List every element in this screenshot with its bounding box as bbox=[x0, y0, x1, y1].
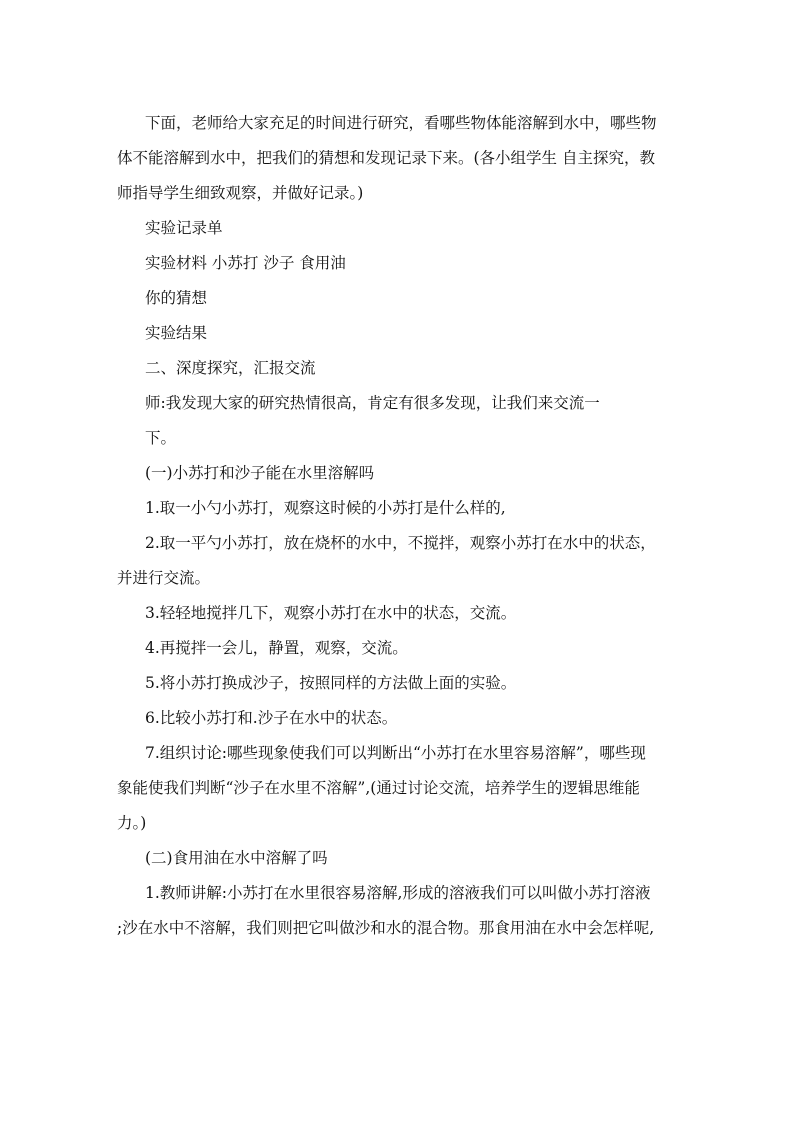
list-item-7: 7.组织讨论:哪些现象使我们可以判断出“小苏打在水里容易溶解”，哪些现 bbox=[145, 744, 646, 762]
paragraph-line: 下。 bbox=[145, 429, 177, 447]
document-body bbox=[117, 106, 677, 946]
heading-experiment-record: 实验记录单 bbox=[145, 219, 223, 237]
list-item-1: 1.取一小勺小苏打，观察这时候的小苏打是什么样的, bbox=[145, 499, 506, 517]
paragraph-line: 体不能溶解到水中，把我们的猜想和发现记录下来。(各小组学生 自主探究，教 bbox=[117, 149, 655, 167]
subsection-heading-1: (一)小苏打和沙子能在水里溶解吗 bbox=[145, 464, 375, 482]
section-heading-2: 二、深度探究，汇报交流 bbox=[145, 359, 316, 377]
list-item-7-cont: 象能使我们判断“沙子在水里不溶解”,(通过讨论交流，培养学生的逻辑思维能 bbox=[117, 779, 640, 797]
paragraph-line: 下面，老师给大家充足的时间进行研究，看哪些物体能溶解到水中，哪些物 bbox=[145, 114, 657, 132]
list-item-4: 4.再搅拌一会儿，静置，观察，交流。 bbox=[145, 639, 408, 657]
list-item-2: 2.取一平勺小苏打，放在烧杯的水中，不搅拌，观察小苏打在水中的状态， bbox=[145, 534, 656, 552]
list-item-1-b-cont: ;沙在水中不溶解，我们则把它叫做沙和水的混合物。那食用油在水中会怎样呢, bbox=[117, 919, 655, 937]
list-item-5: 5.将小苏打换成沙子，按照同样的方法做上面的实验。 bbox=[145, 674, 517, 692]
list-item-7-cont: 力。) bbox=[117, 814, 147, 832]
list-item-1-b: 1.教师讲解:小苏打在水里很容易溶解,形成的溶液我们可以叫做小苏打溶液 bbox=[145, 884, 651, 902]
list-item-2-cont: 并进行交流。 bbox=[117, 569, 211, 587]
your-guess-label: 你的猜想 bbox=[145, 289, 208, 307]
paragraph-line: 师指导学生细致观察，并做好记录。) bbox=[117, 184, 364, 202]
list-item-3: 3.轻轻地搅拌几下，观察小苏打在水中的状态，交流。 bbox=[145, 604, 517, 622]
experiment-result-label: 实验结果 bbox=[145, 324, 208, 342]
subsection-heading-2: (二)食用油在水中溶解了吗 bbox=[145, 849, 328, 867]
paragraph-line: 师:我发现大家的研究热情很高，肯定有很多发现，让我们来交流一 bbox=[145, 394, 600, 412]
list-item-6: 6.比较小苏打和.沙子在水中的状态。 bbox=[145, 709, 398, 727]
experiment-materials: 实验材料 小苏打 沙子 食用油 bbox=[145, 254, 346, 272]
